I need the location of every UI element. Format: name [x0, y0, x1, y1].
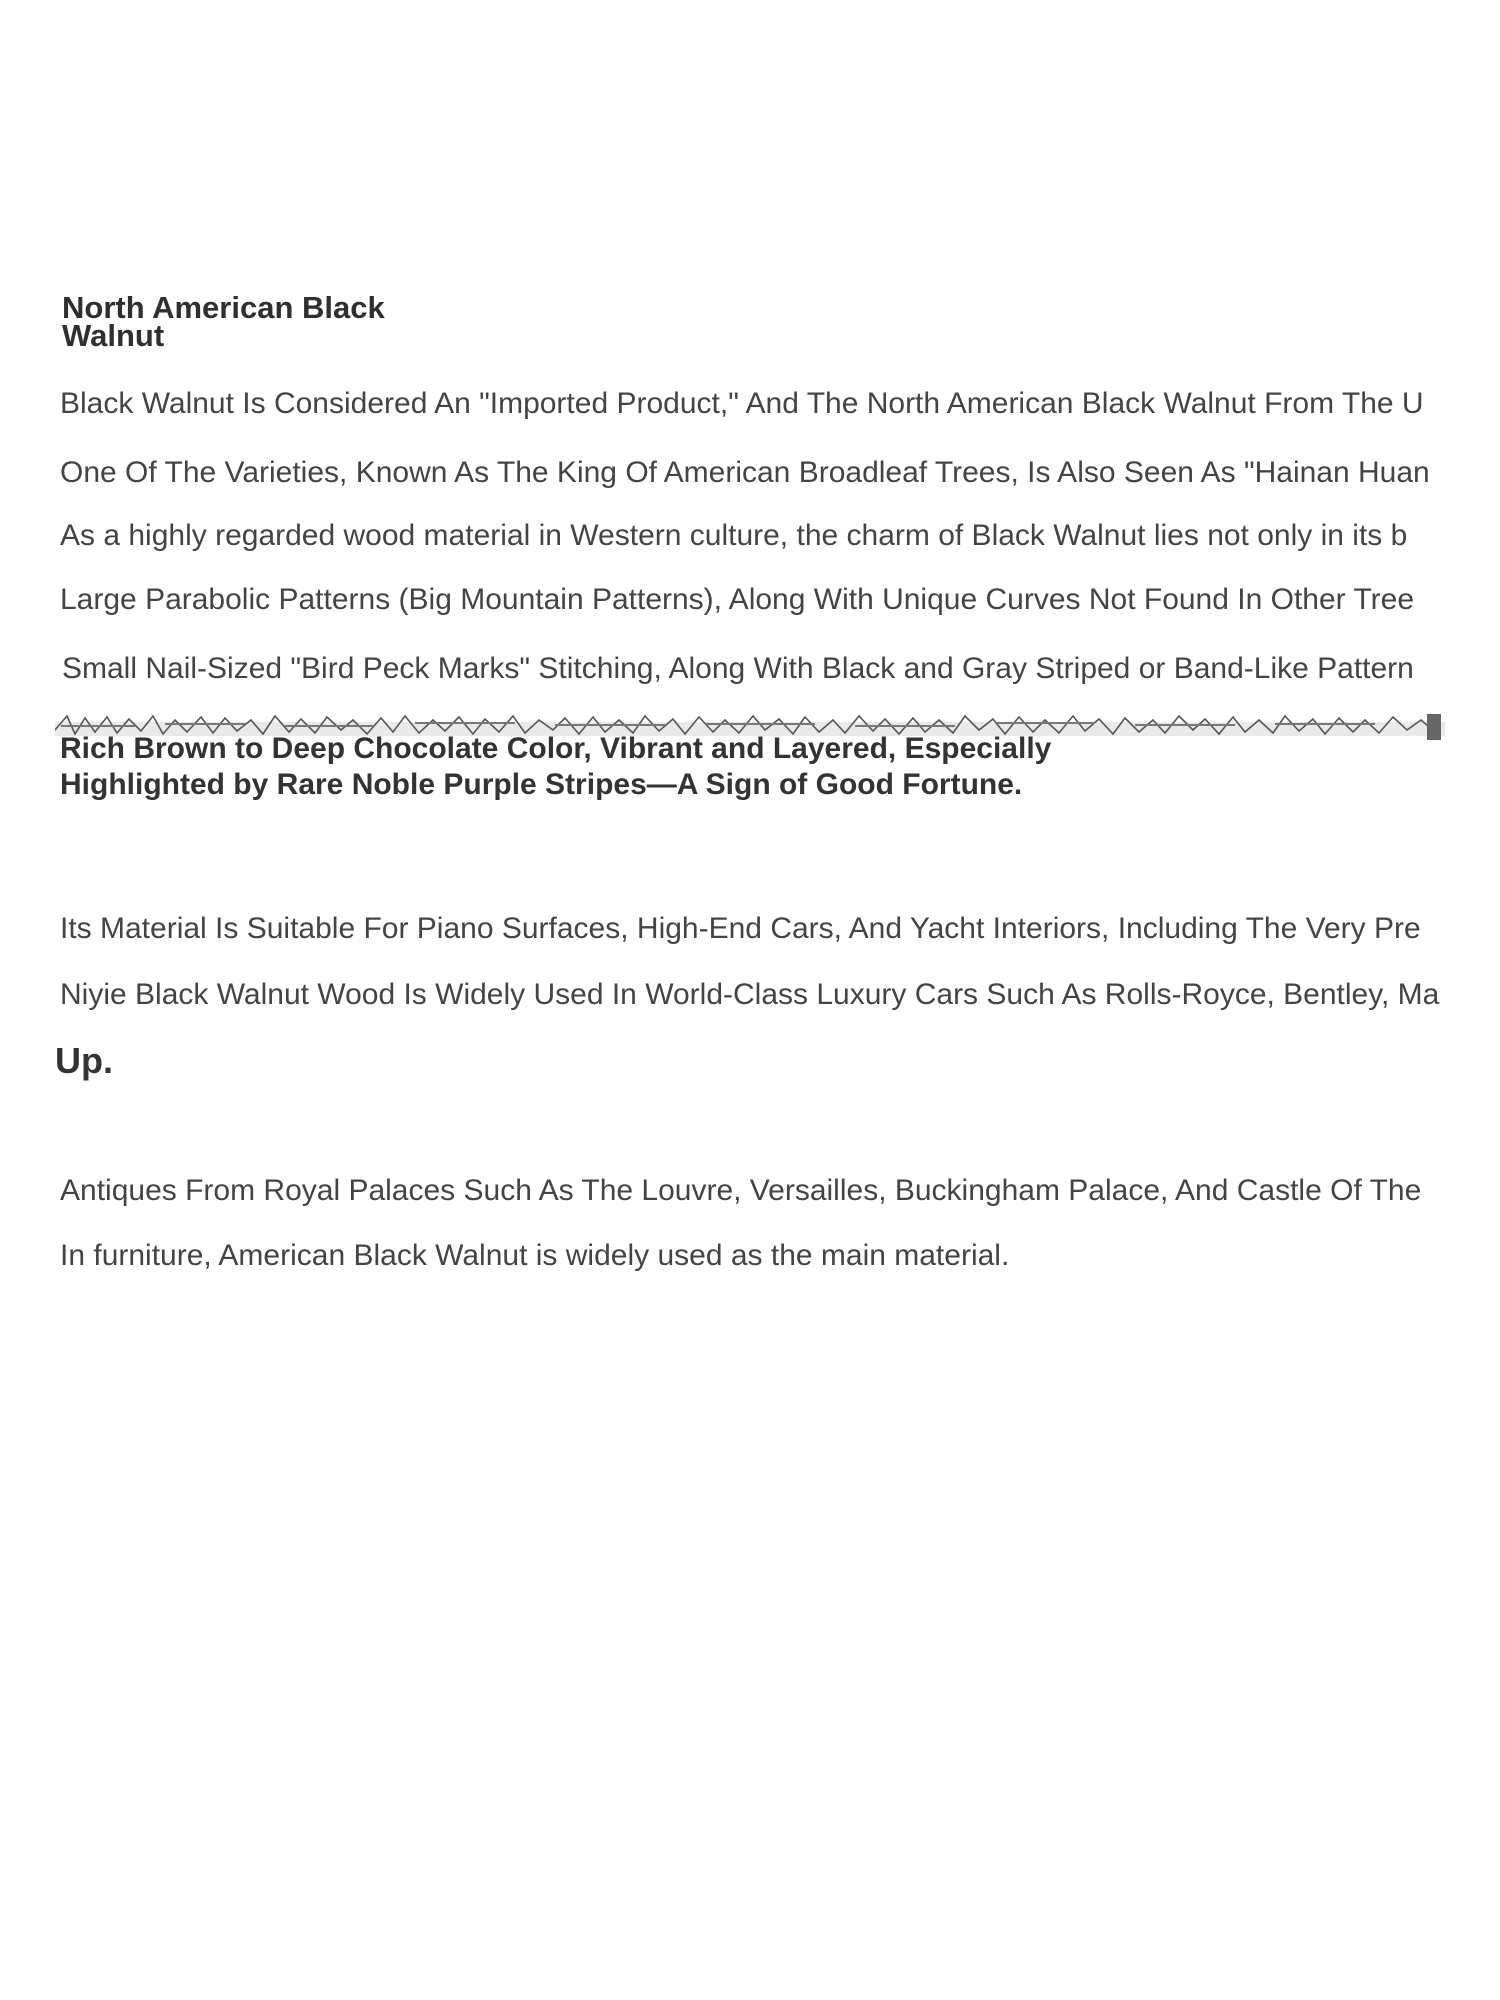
title-line-2: Walnut — [62, 318, 165, 353]
paragraph-western-culture: As a highly regarded wood material in Western culture, the charm of Black Walnut lies not only in its b — [60, 519, 1408, 552]
highlight-color-statement — [60, 731, 1051, 803]
paragraph-bird-peck-marks: Small Nail-Sized "Bird Peck Marks" Stitching, Along With Black and Gray Striped or Band-Like Pattern — [62, 652, 1414, 685]
title-line-1: North American Black — [62, 290, 385, 325]
paragraph-parabolic-patterns: Large Parabolic Patterns (Big Mountain Patterns), Along With Unique Curves Not Found In Other Tree — [60, 583, 1415, 616]
fragment-up: Up. — [55, 1040, 113, 1081]
highlight-line-2: Highlighted by Rare Noble Purple Stripes—A Sign of Good Fortune. — [60, 768, 1023, 801]
paragraph-imported-product: Black Walnut Is Considered An "Imported Product," And The North American Black Walnut From The U — [60, 387, 1424, 420]
paragraph-luxury-cars: Niyie Black Walnut Wood Is Widely Used In World-Class Luxury Cars Such As Rolls-Royce, Bentley, Ma — [60, 978, 1440, 1011]
highlight-line-1: Rich Brown to Deep Chocolate Color, Vibrant and Layered, Especially — [60, 732, 1052, 765]
paragraph-royal-palaces: Antiques From Royal Palaces Such As The Louvre, Versailles, Buckingham Palace, And Castle Of The — [60, 1174, 1422, 1207]
paragraph-piano-surfaces: Its Material Is Suitable For Piano Surfaces, High-End Cars, And Yacht Interiors, Including The Very Pre — [60, 912, 1421, 945]
paragraph-king-of-broadleaf: One Of The Varieties, Known As The King Of American Broadleaf Trees, Is Also Seen As "Hainan Huan — [60, 456, 1430, 489]
paragraph-furniture: In furniture, American Black Walnut is widely used as the main material. — [60, 1239, 1010, 1272]
page-title — [62, 290, 442, 353]
